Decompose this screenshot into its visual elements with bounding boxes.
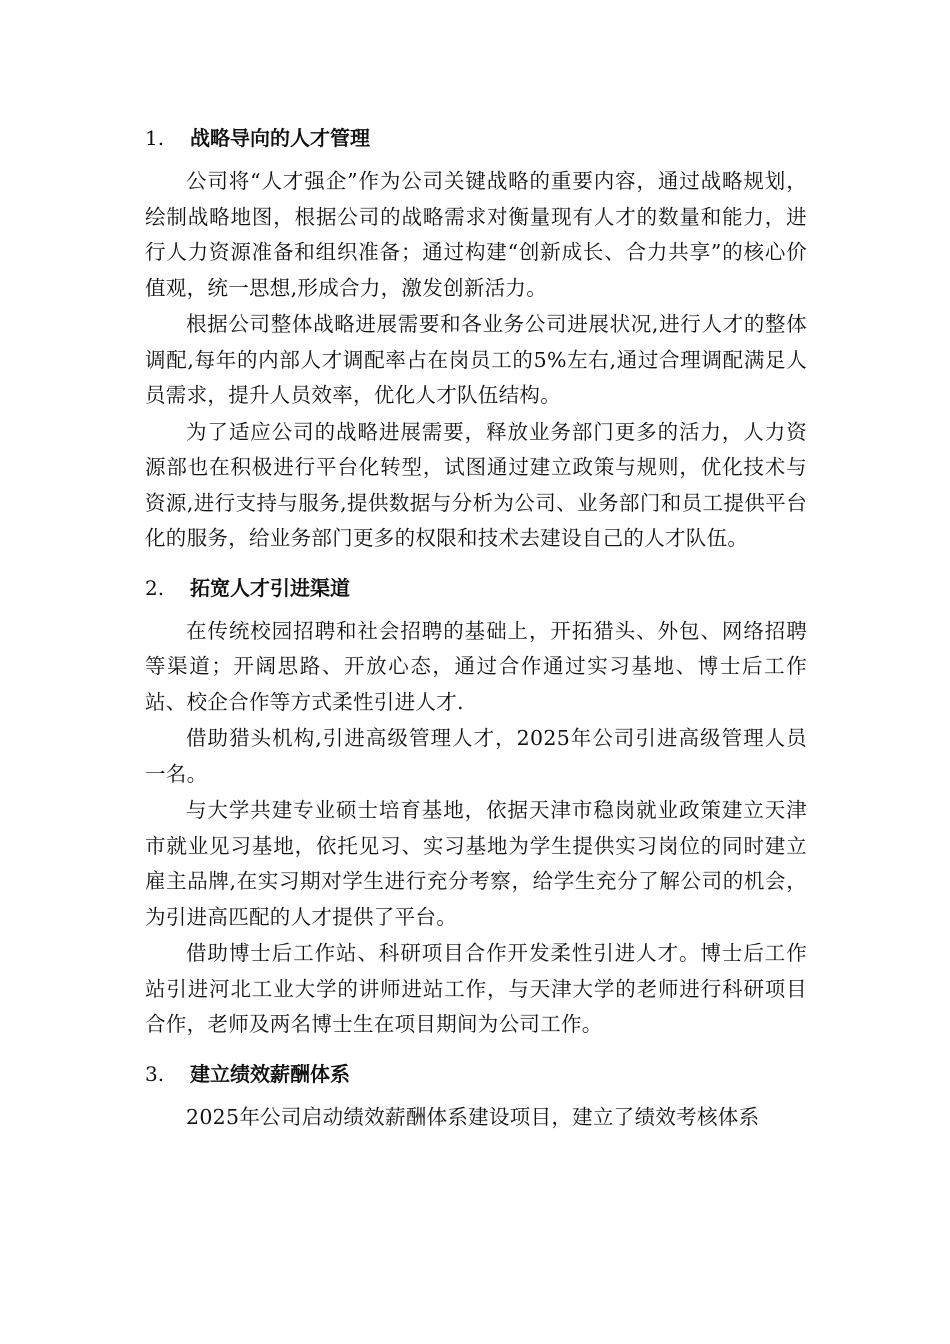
section-gap <box>145 1044 807 1054</box>
section-number: 2. <box>145 575 165 600</box>
section-heading-3 <box>145 1054 807 1100</box>
document-body <box>145 118 807 1136</box>
paragraph: 2025年公司启动绩效薪酬体系建设项目，建立了绩效考核体系 <box>186 1104 760 1129</box>
paragraph: 为了适应公司的战略进展需要，释放业务部门更多的活力，人力资源部也在积极进行平台化转型，试图通过建立政策与规则，优化技术与资源,进行支持与服务,提供数据与分析为公司、业务部门和员工提供平台化的服务，给业务部门更多的权限和技术去建设自己的人才队伍。 <box>145 419 807 550</box>
section-number: 3. <box>145 1061 165 1086</box>
section-heading-1 <box>145 118 807 164</box>
section-heading-2 <box>145 568 807 614</box>
paragraph: 根据公司整体战略进展需要和各业务公司进展状况,进行人才的整体调配,每年的内部人才调配率占在岗员工的5%左右,通过合理调配满足人员需求，提升人员效率，优化人才队伍结构。 <box>145 312 807 407</box>
paragraph: 在传统校园招聘和社会招聘的基础上，开拓猎头、外包、网络招聘等渠道；开阔思路、开放心态，通过合作通过实习基地、博士后工作站、校企合作等方式柔性引进人才. <box>145 618 807 714</box>
section-title: 战略导向的人才管理 <box>190 126 370 150</box>
section-title: 拓宽人才引进渠道 <box>190 575 350 600</box>
paragraph: 与大学共建专业硕士培育基地，依据天津市稳岗就业政策建立天津市就业见习基地，依托见习、实习基地为学生提供实习岗位的同时建立雇主品牌,在实习期对学生进行充分考察，给学生充分了解公司的机会，为引进高匹配的人才提供了平台。 <box>145 798 807 929</box>
paragraph: 借助猎头机构,引进高级管理人才，2025年公司引进高级管理人员一名。 <box>145 726 807 786</box>
paragraph: 借助博士后工作站、科研项目合作开发柔性引进人才。博士后工作站引进河北工业大学的讲师进站工作，与天津大学的老师进行科研项目合作，老师及两名博士生在项目期间为公司工作。 <box>145 941 807 1036</box>
section-gap <box>145 558 807 568</box>
section-number: 1. <box>145 126 165 150</box>
paragraph: 公司将“人才强企”作为公司关键战略的重要内容，通过战略规划，绘制战略地图，根据公司的战略需求对衡量现有人才的数量和能力，进行人力资源准备和组织准备；通过构建“创新成长、合力共享”的核心价值观，统一思想,形成合力，激发创新活力。 <box>145 169 807 300</box>
section-title: 建立绩效薪酬体系 <box>190 1061 350 1086</box>
